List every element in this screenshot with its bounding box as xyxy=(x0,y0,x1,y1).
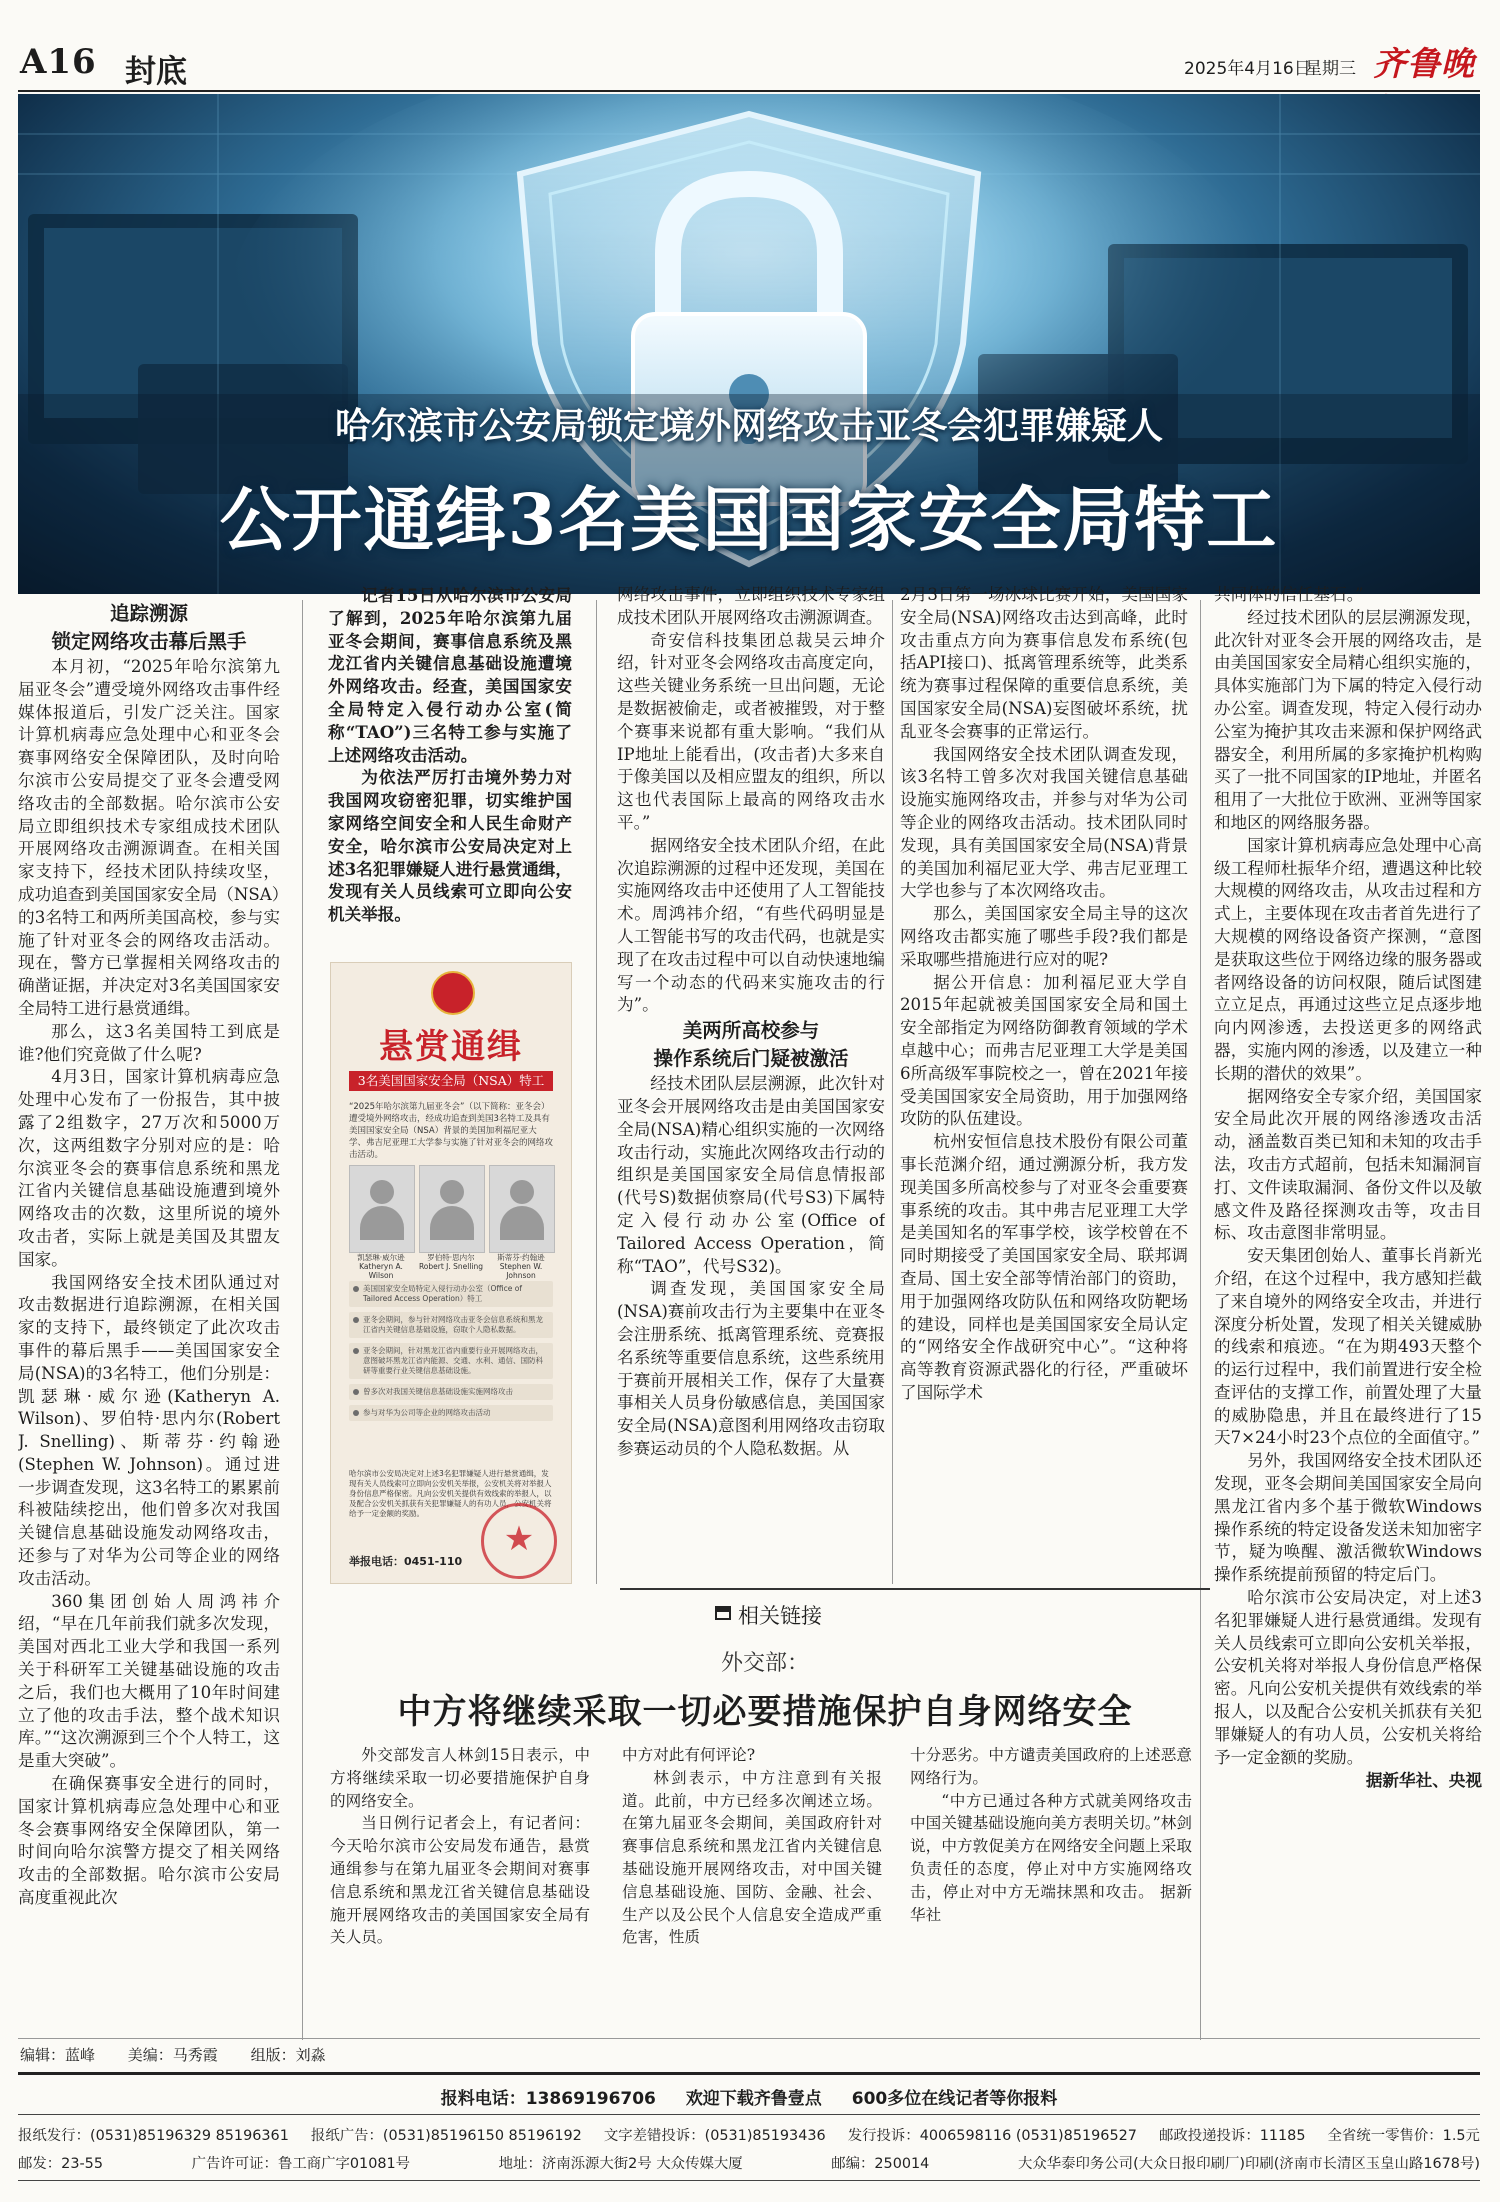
paragraph: 网络攻击事件，立即组织技术专家组成技术团队开展网络攻击溯源调查。 xyxy=(617,585,885,627)
footer-info xyxy=(18,2152,1480,2173)
paragraph: 我国网络安全技术团队调查发现，该3名特工曾多次对我国关键信息基础设施实施网络攻击，并参与对华为公司等企业的网络攻击活动。技术团队同时发现，具有美国国家安全局(NSA)背景的美国加利福尼亚大学、弗吉尼亚理工大学也参与了本次网络攻击。 xyxy=(900,744,1188,901)
page-number: A16 xyxy=(20,42,97,82)
poster-phone: 举报电话：0451-110 xyxy=(349,1555,463,1568)
editors-rule xyxy=(18,2038,1480,2039)
poster-fact: 亚冬会期间，参与针对网络攻击亚冬会信息系统和黑龙江省内关键信息基础设施，窃取个人隐私数据。 xyxy=(349,1312,553,1338)
footer-info-item: 邮发：23-55 xyxy=(18,2156,103,2172)
subhead-line: 操作系统后门疑被激活 xyxy=(653,1047,849,1071)
article-source: 据新华社、央视 xyxy=(1365,1770,1482,1791)
paragraph: 奇安信科技集团总裁吴云坤介绍，针对亚冬会网络攻击高度定向，这些关键业务系统一旦出问题，无论是数据被偷走，或者被摧毁，对于整个赛事来说都有重大影响。“我们从IP地址上能看出，(攻击者)大多来自于像美国以及相应盟友的组织，所以这也代表国际上最高的网络攻击水平。” xyxy=(617,630,885,832)
police-emblem-icon xyxy=(431,971,475,1015)
footer-contact: 报纸发行：(0531)85196329 85196361 xyxy=(18,2128,289,2144)
suspect-name: 罗伯特·思内尔 Robert J. Snelling xyxy=(418,1253,484,1271)
wanted-poster xyxy=(330,962,572,1584)
paragraph: 国家计算机病毒应急处理中心高级工程师杜振华介绍，遭遇这种比较大规模的网络攻击，从攻击过程和方式上，主要体现在攻击者首先进行了大规模的网络设备资产探测，“意图是获取这些位于网络边缘的服务器或者网络设备的访问权限，随后试图建立立足点，再通过这些立足点逐步地向内网渗透，去投送更多的网络武器，实施内网的渗透，以及建立一种长期的潜伏的效果”。 xyxy=(1214,835,1482,1083)
paragraph: 经技术团队层层溯源，此次针对亚冬会开展网络攻击是由美国国家安全局(NSA)精心组织实施的一次网络攻击行动，实施此次网络攻击行动的组织是美国国家安全局信息情报部(代号S)数据侦察局(代号S3)下属特定入侵行动办公室(Office of Tailored Access Operation，简称“TAO”，代号S32)。 xyxy=(617,1074,885,1276)
subhead-line: 追踪溯源 xyxy=(109,602,188,625)
poster-subtitle: 3名美国国家安全局（NSA）特工 xyxy=(349,1071,553,1091)
related-column-3 xyxy=(910,1744,1192,1926)
footer-contact: 文字差错投诉：(0531)85193436 xyxy=(603,2128,826,2144)
paragraph: 中方对此有何评论? xyxy=(622,1746,756,1764)
section-name: 封底 xyxy=(125,54,187,90)
related-link-label: 相关链接 xyxy=(738,1604,822,1628)
footer-info-item: 大众华泰印务公司(大众日报印刷厂)印刷(济南市长清区玉皇山路1678号) xyxy=(1017,2156,1480,2172)
issue-date: 2025年4月16日 xyxy=(1184,59,1311,79)
paragraph: 我国网络安全技术团队通过对攻击数据进行追踪溯源，在相关国家的支持下，最终锁定了此次攻击事件的幕后黑手——美国国家安全局(NSA)的3名特工，他们分别是：凯瑟琳·威尔逊(Katheryn A. Wilson)、罗伯特·思内尔(Robert J. Snelling)、斯蒂芬·约翰逊(Stephen W. Johnson)。通过进一步调查发现，这3名特工的累累前科被陆续挖出，他们曾多次对我国关键信息基础设施发动网络攻击，还参与了对华为公司等企业的网络攻击活动。 xyxy=(18,1272,280,1588)
poster-fact: 曾多次对我国关键信息基础设施实施网络攻击 xyxy=(349,1384,553,1400)
article-column-1 xyxy=(18,600,280,2040)
footer-info-item: 邮编：250014 xyxy=(831,2156,930,2172)
poster-intro: “2025年哈尔滨第九届亚冬会”（以下简称：亚冬会）遭受境外网络攻击，经成功追查到美国3名特工及具有美国国家安全局（NSA）背景的美国加利福尼亚大学、弗吉尼亚理工大学参与实施了针对亚冬会的网络攻击活动。 xyxy=(349,1102,554,1160)
poster-notice: 哈尔滨市公安局决定对上述3名犯罪嫌疑人进行悬赏通缉，发现有关人员线索可立即向公安机关举报，公安机关将对举报人身份信息严格保密。凡向公安机关提供有效线索的举报人，以及配合公安机关抓获有关犯罪嫌疑人的有功人员，公安机关将给予一定金额的奖励。 xyxy=(349,1469,552,1518)
layout-credit: 组版：刘淼 xyxy=(250,2046,326,2064)
footer-rule xyxy=(18,2072,1480,2075)
paragraph: 林剑表示，中方注意到有关报道。此前，中方已经多次阐述立场。在第九届亚冬会期间，美国政府针对赛事信息系统和黑龙江省内关键信息基础设施开展网络攻击，对中国关键信息基础设施、国防、金融、社会、生产以及公民个人信息安全造成严重危害，性质 xyxy=(622,1768,882,1947)
header-rule xyxy=(18,90,1480,92)
footer-contact: 邮政投递投诉：11185 xyxy=(1158,2128,1306,2144)
paragraph: 4月3日，国家计算机病毒应急处理中心发布了一份报告，其中披露了2组数字，27万次和5000万次，这两组数字分别对应的是：哈尔滨亚冬会的赛事信息系统和黑龙江省内关键信息基础设施遭到境外网络攻击的次数，这里所说的境外攻击者，实际上就是美国及其盟友国家。 xyxy=(18,1067,280,1269)
column-rule xyxy=(1200,600,1201,2040)
paragraph: 那么，这3名美国特工到底是谁?他们究竟做了什么呢? xyxy=(18,1021,280,1064)
headline-subtitle: 哈尔滨市公安局锁定境外网络攻击亚冬会犯罪嫌疑人 xyxy=(334,405,1163,447)
article-column-3 xyxy=(617,584,885,1586)
editors-credits xyxy=(20,2044,354,2065)
lead-paragraph: 记者15日从哈尔滨市公安局了解到，2025年哈尔滨第九届亚冬会期间，赛事信息系统及黑龙江省内关键信息基础设施遭境外网络攻击。经查，美国国家安全局特定入侵行动办公室(简称“TAO”)三名特工参与实施了上述网络攻击活动。 xyxy=(328,585,572,765)
poster-facts-list xyxy=(349,1281,553,1426)
lead-paragraph: 为依法严厉打击境外势力对我国网攻窃密犯罪，切实维护国家网络空间安全和人民生命财产安全，哈尔滨市公安局决定对上述3名犯罪嫌疑人进行悬赏通缉，发现有关人员线索可立即向公安机关举报。 xyxy=(328,767,572,925)
paragraph: 360集团创始人周鸿祎介绍，“早在几年前我们就多次发现，美国对西北工业大学和我国一系列关于科研军工关键基础设施的攻击之后，我们也大概用了10年时间建立了他的攻击手法，整个战术知识库。”“这次溯源到三个个人特工，这是重大突破”。 xyxy=(18,1591,280,1771)
paragraph: 当日例行记者会上，有记者问：今天哈尔滨市公安局发布通告，悬赏通缉参与在第九届亚冬会期间对赛事信息系统和黑龙江省关键信息基础设施开展网络攻击的美国国家安全局有关人员。 xyxy=(330,1814,590,1947)
poster-title: 悬赏通缉 xyxy=(379,1027,523,1067)
suspect-name: 斯蒂芬·约翰逊 Stephen W. Johnson xyxy=(497,1253,545,1280)
paragraph: 外交部发言人林剑15日表示，中方将继续采取一切必要措施保护自身的网络安全。 xyxy=(330,1746,590,1810)
related-source: 外交部： xyxy=(720,1651,809,1676)
article-column-4 xyxy=(900,584,1188,1586)
subhead-line: 锁定网络攻击幕后黑手 xyxy=(51,630,247,653)
footer-hotline xyxy=(18,2084,1480,2109)
article-column-5 xyxy=(1214,584,1482,2024)
section-subhead-1 xyxy=(18,600,280,656)
paragraph: 据网络安全专家介绍，美国国家安全局此次开展的网络渗透攻击活动，涵盖数百类已知和未知的攻击手法，攻击方式超前，包括未知漏洞盲打、文件读取漏洞、备份文件以及敏感文件及路径探测攻击等，攻击目标、攻击意图非常明显。 xyxy=(1214,1086,1482,1243)
paragraph: 本月初，“2025年哈尔滨第九届亚冬会”遭受境外网络攻击事件经媒体报道后，引发广泛关注。国家计算机病毒应急处理中心和亚冬会赛事网络安全保障团队，及时向哈尔滨市公安局提交了亚冬会遭受网络攻击的全部数据。哈尔滨市公安局立即组织技术专家组成技术团队开展网络攻击溯源调查。在相关国家支持下，经技术团队持续攻坚，成功追查到美国国家安全局（NSA）的3名特工和两所美国高校，参与实施了针对亚冬会的网络攻击活动。现在，警方已掌握相关网络攻击的确凿证据，并决定对3名美国国家安全局特工进行悬赏通缉。 xyxy=(18,657,280,1018)
column-rule xyxy=(892,600,893,1584)
paragraph: 2月3日第一场冰球比赛开始，美国国家安全局(NSA)网络攻击达到高峰，此时攻击重点方向为赛事信息发布系统(包括API接口)、抵离管理系统等，此类系统为赛事过程保障的重要信息系统，美国国家安全局(NSA)妄图破坏系统，扰乱亚冬会赛事的正常运行。 xyxy=(900,585,1188,741)
suspect-photo xyxy=(419,1165,485,1253)
paragraph: 哈尔滨市公安局决定，对上述3名犯罪嫌疑人进行悬赏通缉。发现有关人员线索可立即向公安机关举报，公安机关将对举报人身份信息严格保密。凡向公安机关提供有效线索的举报人，以及配合公安机关抓获有关犯罪嫌疑人的有功人员，公安机关将给予一定金额的奖励。 xyxy=(1214,1588,1482,1767)
paragraph: 那么，美国国家安全局主导的这次网络攻击都实施了哪些手段?我们都是采取哪些措施进行应对的呢? xyxy=(900,904,1188,969)
paragraph: 经过技术团队的层层溯源发现，此次针对亚冬会开展的网络攻击，是由美国国家安全局精心组织实施的，具体实施部门为下属的特定入侵行动办公室。调查发现，特定入侵行动办公室为掩护其攻击来源和保护网络武器安全，利用所属的多家掩护机构购买了一批不同国家的IP地址，并匿名租用了一大批位于欧洲、亚洲等国家和地区的网络服务器。 xyxy=(1214,607,1482,832)
paragraph: 另外，我国网络安全技术团队还发现，亚冬会期间美国国家安全局向黑龙江省内多个基于微软Windows操作系统的特定设备发送未知加密字节，疑为唤醒、激活微软Windows操作系统提前预留的特定后门。 xyxy=(1214,1451,1482,1585)
footer-contacts xyxy=(18,2124,1480,2145)
poster-fact: 参与对华为公司等企业的网络攻击活动 xyxy=(349,1405,553,1421)
footer-info-item: 广告许可证：鲁工商广字01081号 xyxy=(191,2156,411,2172)
column-rule xyxy=(302,600,303,2040)
poster-fact: 美国国家安全局特定入侵行动办公室（Office of Tailored Access Operation）特工 xyxy=(349,1281,553,1307)
footer-rule xyxy=(18,2114,1480,2115)
issue-weekday: 星期三 xyxy=(1305,59,1356,79)
column-rule xyxy=(596,600,597,1584)
section-subhead-2 xyxy=(617,1017,885,1073)
suspect-photo xyxy=(489,1165,555,1253)
paragraph: 杭州安恒信息技术股份有限公司董事长范渊介绍，通过溯源分析，我方发现美国多所高校参与了对亚冬会重要赛事系统的攻击。其中弗吉尼亚理工大学是美国知名的军事学校，该学校曾在不同时期接受了美国国家安全局、联邦调查局、国土安全部等情治部门的资助，用于加强网络攻防队伍和网络攻防靶场的建设，同样也是美国国家安全局认定的“网络安全作战研究中心”。“这种将高等教育资源武器化的行径，严重破坏了国际学术 xyxy=(900,1132,1188,1402)
reporters-text: 600多位在线记者等你报料 xyxy=(851,2089,1058,2109)
paragraph: 调查发现，美国国家安全局(NSA)赛前攻击行为主要集中在亚冬会注册系统、抵离管理系统、竞赛报名系统等重要信息系统，这些系统用于赛前开展相关工作，保存了大量赛事相关人员身份敏感信息，美国国家安全局(NSA)意图利用网络攻击窃取参赛运动员的个人隐私数据。从 xyxy=(617,1279,885,1458)
suspect-photo xyxy=(349,1165,415,1253)
download-text: 欢迎下载齐鲁壹点 xyxy=(685,2089,822,2109)
hotline-text: 报料电话：13869196706 xyxy=(440,2089,656,2109)
paragraph: 共同体的信任基石。” xyxy=(1214,585,1364,604)
related-headline: 中方将继续采取一切必要措施保护自身网络安全 xyxy=(397,1692,1133,1732)
headline-main: 公开通缉3名美国国家安全局特工 xyxy=(219,478,1279,561)
paragraph: 据公开信息：加利福尼亚大学自2015年起就被美国国家安全局和国土安全部指定为网络防御教育领域的学术卓越中心；而弗吉尼亚理工大学是美国6所高级军事院校之一，曾在2021年接受美国国家安全局资助，用于加强网络攻防的队伍建设。 xyxy=(900,972,1188,1129)
poster-fact: 亚冬会期间，针对黑龙江省内重要行业开展网络攻击，意图破坏黑龙江省内能源、交通、水利、通信、国防科研等重要行业关键信息基础设施。 xyxy=(349,1343,553,1379)
paragraph: 十分恶劣。中方谴责美国政府的上述恶意网络行为。 xyxy=(910,1746,1192,1787)
related-column-2 xyxy=(622,1744,882,1949)
suspect-name: 凯瑟琳·威尔逊 Katheryn A. Wilson xyxy=(357,1253,405,1280)
subhead-line: 美两所高校参与 xyxy=(682,1019,820,1043)
paragraph: 安天集团创始人、董事长肖新光介绍，在这个过程中，我方感知拦截了来自境外的网络安全攻击，并进行深度分析处置，发现了相关关键威胁的线索和痕迹。“在为期493天整个的运行过程中，我们前置进行安全检查评估的支撑工作，前置处理了大量的威胁隐患，并且在最终进行了15天7×24小时23个点位的全面值守。” xyxy=(1214,1246,1482,1448)
masthead-logo: 齐鲁晚 xyxy=(1373,44,1475,83)
designer-credit: 美编：马秀霞 xyxy=(127,2046,218,2064)
related-link-icon xyxy=(715,1606,731,1620)
footer-contact: 报纸广告：(0531)85196150 85196192 xyxy=(310,2128,582,2144)
footer-contact: 全省统一零售价：1.5元 xyxy=(1327,2128,1480,2144)
footer-info-item: 地址：济南泺源大街2号 大众传媒大厦 xyxy=(498,2156,743,2172)
article-lead xyxy=(328,584,572,926)
paragraph: “中方已通过各种方式就美网络攻击中国关键基础设施向美方表明关切。”林剑说，中方敦促美方在网络安全问题上采取负责任的态度，停止对中方实施网络攻击，停止对中方无端抹黑和攻击。 据新华社 xyxy=(910,1791,1192,1924)
related-column-1 xyxy=(330,1744,590,1949)
paragraph: 在确保赛事安全进行的同时，国家计算机病毒应急处理中心和亚冬会赛事网络安全保障团队，第一时间向哈尔滨警方提交了相关网络攻击的全部数据。哈尔滨市公安局高度重视此次 xyxy=(18,1774,280,1908)
related-rule xyxy=(620,1588,1210,1590)
official-seal-icon: ★ xyxy=(481,1503,557,1579)
editor-credit: 编辑：蓝峰 xyxy=(20,2046,96,2064)
footer-rule xyxy=(18,2180,1480,2181)
paragraph: 据网络安全技术团队介绍，在此次追踪溯源的过程中还发现，美国在实施网络攻击中还使用了人工智能技术。周鸿祎介绍，“有些代码明显是人工智能书写的攻击代码，也就是实现了在攻击过程中可以自动快速地编写一个动态的代码来实施攻击的行为”。 xyxy=(617,835,885,1015)
footer-contact: 发行投诉：4006598116 (0531)85196527 xyxy=(847,2128,1137,2144)
